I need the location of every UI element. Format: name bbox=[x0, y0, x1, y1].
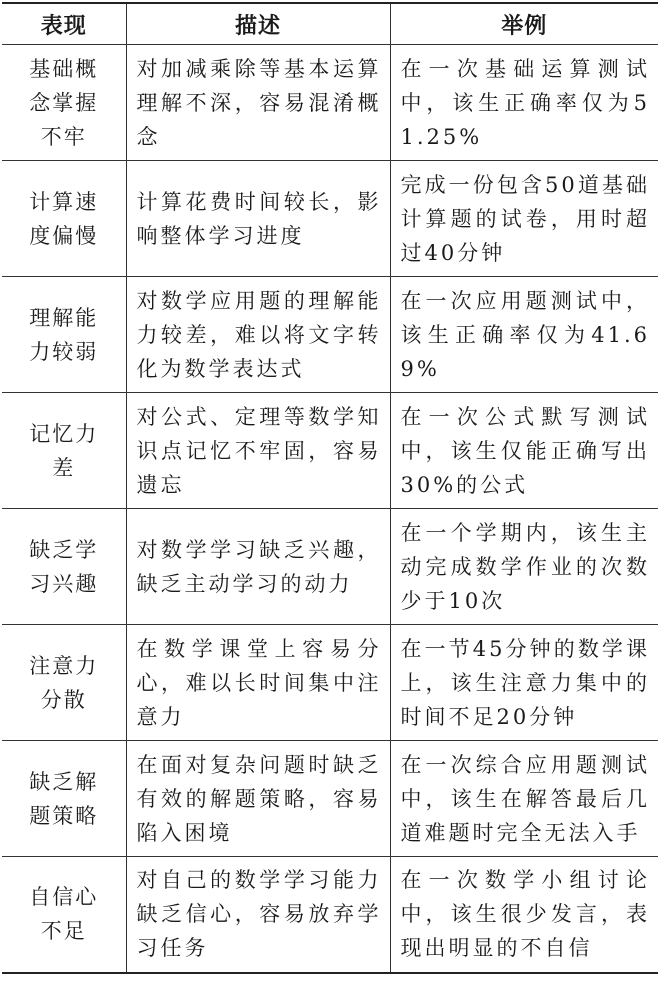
row-performance: 缺乏学习兴趣 bbox=[2, 509, 126, 625]
row-description: 对数学学习缺乏兴趣，缺乏主动学习的动力 bbox=[126, 509, 390, 625]
row-description: 对自己的数学学习能力缺乏信心，容易放弃学习任务 bbox=[126, 857, 390, 973]
header-example: 举例 bbox=[390, 3, 658, 45]
table-row bbox=[2, 509, 658, 625]
row-performance: 自信心不足 bbox=[2, 857, 126, 973]
row-description: 计算花费时间较长，影响整体学习进度 bbox=[126, 161, 390, 277]
row-description: 对数学应用题的理解能力较差，难以将文字转化为数学表达式 bbox=[126, 277, 390, 393]
row-example: 在一次公式默写测试中，该生仅能正确写出30%的公式 bbox=[390, 393, 658, 509]
row-performance: 记忆力差 bbox=[2, 393, 126, 509]
row-performance: 缺乏解题策略 bbox=[2, 741, 126, 857]
row-performance: 计算速度偏慢 bbox=[2, 161, 126, 277]
row-performance: 理解能力较弱 bbox=[2, 277, 126, 393]
row-example: 在一次应用题测试中，该生正确率仅为41.69% bbox=[390, 277, 658, 393]
performance-table bbox=[2, 2, 658, 974]
header-performance: 表现 bbox=[2, 3, 126, 45]
row-description: 对公式、定理等数学知识点记忆不牢固，容易遗忘 bbox=[126, 393, 390, 509]
row-performance: 注意力分散 bbox=[2, 625, 126, 741]
table-row bbox=[2, 161, 658, 277]
row-example: 在一次综合应用题测试中，该生在解答最后几道难题时完全无法入手 bbox=[390, 741, 658, 857]
table-row bbox=[2, 45, 658, 161]
row-example: 在一次基础运算测试中，该生正确率仅为51.25% bbox=[390, 45, 658, 161]
row-example: 在一节45分钟的数学课上，该生注意力集中的时间不足20分钟 bbox=[390, 625, 658, 741]
row-example: 在一个学期内，该生主动完成数学作业的次数少于10次 bbox=[390, 509, 658, 625]
table-row bbox=[2, 625, 658, 741]
table-row bbox=[2, 741, 658, 857]
row-description: 在面对复杂问题时缺乏有效的解题策略，容易陷入困境 bbox=[126, 741, 390, 857]
row-performance: 基础概念掌握不牢 bbox=[2, 45, 126, 161]
table-header-row bbox=[2, 3, 658, 45]
table-row bbox=[2, 277, 658, 393]
row-example: 完成一份包含50道基础计算题的试卷，用时超过40分钟 bbox=[390, 161, 658, 277]
row-description: 在数学课堂上容易分心，难以长时间集中注意力 bbox=[126, 625, 390, 741]
row-description: 对加减乘除等基本运算理解不深，容易混淆概念 bbox=[126, 45, 390, 161]
header-description: 描述 bbox=[126, 3, 390, 45]
table-row bbox=[2, 857, 658, 973]
table-row bbox=[2, 393, 658, 509]
row-example: 在一次数学小组讨论中，该生很少发言，表现出明显的不自信 bbox=[390, 857, 658, 973]
